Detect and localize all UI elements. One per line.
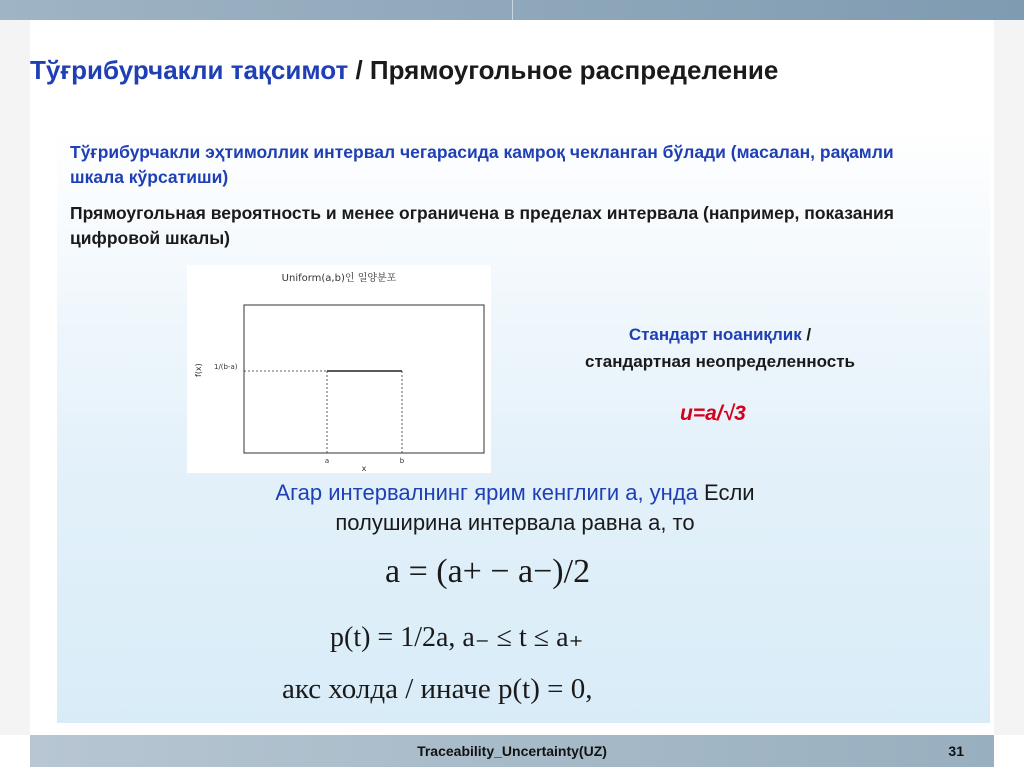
- top-band: [0, 0, 1024, 20]
- standard-uncertainty: [520, 321, 920, 375]
- std-slash: /: [801, 325, 812, 344]
- std-uz: Стандарт ноаниқлик: [628, 325, 802, 344]
- left-margin: [0, 20, 30, 735]
- uniform-distribution-plot: [187, 265, 491, 473]
- plot-frame: [244, 305, 484, 453]
- equation-otherwise: акс холда / иначе p(t) = 0,: [282, 673, 593, 705]
- footer-text: Traceability_Uncertainty(UZ): [417, 743, 607, 759]
- plot-title: Uniform(a,b)인 일양분포: [281, 273, 397, 284]
- ylabel: f(x): [194, 363, 203, 377]
- title-separator: /: [348, 55, 370, 85]
- condition-ru-1: Если: [697, 480, 755, 505]
- title-ru: Прямоугольное распределение: [369, 55, 779, 85]
- std-ru: стандартная неопределенность: [584, 352, 856, 371]
- equation-half-width: a = (a+ − a−)/2: [385, 553, 591, 590]
- uniform-plot-svg: [187, 265, 491, 473]
- ytick-label: 1/(b-a): [214, 363, 238, 371]
- xtick-b: b: [399, 457, 405, 465]
- slide-title: [30, 55, 1010, 86]
- condition-uz: Агар интервалнинг ярим кенглиги a, унда: [275, 480, 698, 505]
- page-number: 31: [948, 743, 964, 759]
- xlabel: x: [361, 464, 367, 473]
- paragraph-ru: Прямоугольная вероятность и менее ограничена в пределах интервала (например, показания цифровой шкалы): [70, 203, 894, 248]
- condition-ru-2: полуширина интервала равна a, то: [335, 510, 695, 535]
- title-uz: Тўғрибурчакли тақсимот: [30, 55, 349, 85]
- equation-density: p(t) = 1/2a, a₋ ≤ t ≤ a₊: [330, 622, 584, 653]
- uncertainty-formula: u=a/√3: [680, 402, 746, 425]
- xtick-a: a: [324, 457, 330, 465]
- paragraph-uz: Тўғрибурчакли эҳтимоллик интервал чегарасида камроқ чекланган бўлади (масалан, рақамли шкала кўрсатиши): [70, 142, 894, 187]
- footer-bar: [30, 735, 994, 767]
- condition-text: [150, 478, 880, 538]
- right-margin: [994, 20, 1024, 735]
